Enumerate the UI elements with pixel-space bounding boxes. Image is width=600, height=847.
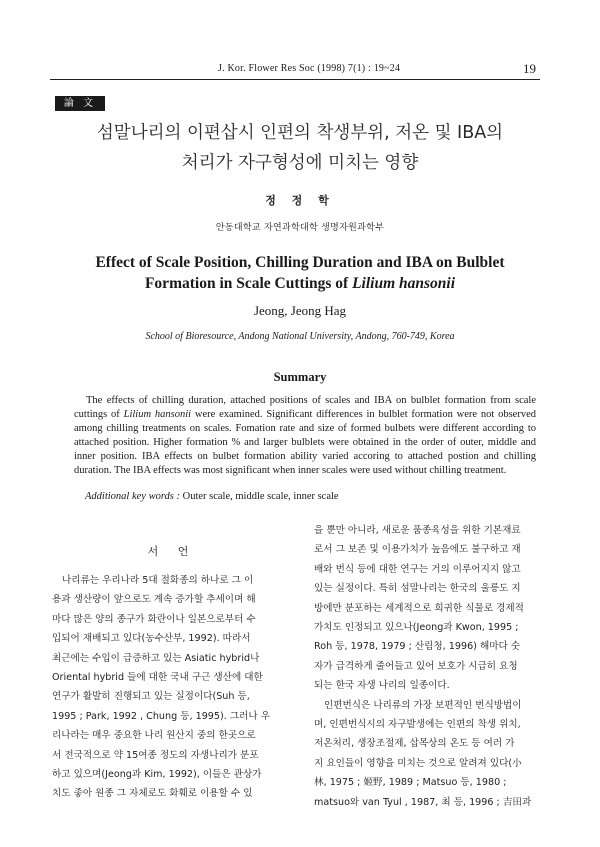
korean-title-line: 섬말나리의 이편삽시 인편의 착생부위, 저온 및 IBA의 [96, 123, 504, 143]
text-line: 로서 그 보존 및 이용가치가 높음에도 불구하고 재 [314, 544, 521, 556]
english-author: Jeong, Jeong Hag [253, 303, 347, 318]
text-line: 1995 ; Park, 1992 , Chung 등, 1995). 그러나 우 [52, 710, 270, 722]
key-words-label: Additional key words : [85, 491, 180, 502]
text-line: 있는 실정이다. 특히 섬말나리는 한국의 울릉도 지 [314, 583, 521, 595]
body-right-column [314, 521, 558, 812]
body-left-column [52, 513, 292, 804]
summary-text: The effects of chilling duration, attached positions of scales and IBA on bulblet formation from scale cuttings of [74, 395, 536, 420]
text-line: 용과 생산량이 앞으로도 계속 증가할 추세이며 해 [52, 594, 256, 606]
article-type-badge: 論 文 [55, 96, 105, 111]
text-line: 리나라는 매우 중요한 나리 원산지 중의 한곳으로 [52, 730, 256, 742]
korean-title-line: 처리가 자구형성에 미치는 영향 [181, 153, 419, 173]
text-line: 저온처리, 생장조절제, 삽목상의 온도 등 여러 가 [314, 738, 515, 750]
journal-citation: J. Kor. Flower Res Soc (1998) 7(1) : 19~24 [218, 63, 401, 74]
species-name: Lilium hansonii [352, 275, 456, 292]
english-title-line [20, 273, 580, 294]
species-name: Lilium hansonii [123, 409, 192, 420]
english-title-line: Effect of Scale Position, Chilling Duration and IBA on Bulblet [95, 254, 505, 271]
text-line: 며, 인편번식시의 자구발생에는 인편의 착생 위치, [314, 719, 521, 731]
summary-abstract [74, 394, 536, 478]
text-line: 지 요인들이 영향을 미치는 것으로 알려져 있다(小 [314, 757, 522, 769]
section-title: 서 언 [147, 545, 197, 558]
text-line: 방에만 분포하는 세계적으로 희귀한 식물로 경제적 [314, 602, 524, 614]
text-line: 인편번식은 나리류의 가장 보편적인 번식방법이 [324, 699, 522, 711]
english-title-text: Formation in Scale Cuttings of [144, 275, 353, 292]
text-line: Roh 등, 1978, 1979 ; 산림청, 1996) 해마다 숫 [314, 641, 521, 653]
text-line: Oriental hybrid 들에 대한 국내 구근 생산에 대한 [52, 672, 263, 684]
text-line: 연구가 활발히 진행되고 있는 실정이다(Suh 등, [52, 691, 250, 703]
page-number: 19 [523, 61, 536, 76]
korean-title [40, 118, 560, 178]
text-line: 나리류는 우리나라 5대 절화종의 하나로 그 이 [62, 575, 254, 586]
text-line: 을 뿐만 아니라, 새로운 품종육성을 위한 기본재료 [314, 525, 521, 536]
summary-text: were examined. Significant differences in bulblet formation were not observed among chilling treatments on scales. Fomation rate and size of formed bulbets were different according to attached position. Higher formation % and larger bulblets were obtained in the order of outer, middle and inner position. IBA effects on bulbet formation ability varied accoring to attached postion and chilling duration. The IBA effects was most significant when inner scales were used without chilling treatment. [74, 409, 536, 476]
left-column-text [52, 571, 292, 804]
text-line: 서 전국적으로 약 15여종 정도의 자생나리가 분포 [52, 749, 259, 761]
text-line: 마다 많은 양의 종구가 화란이나 일본으로부터 수 [52, 613, 256, 625]
text-line: 입되어 재배되고 있다(농수산부, 1992). 따라서 [52, 633, 251, 645]
korean-affiliation: 안동대학교 자연과학대학 생명자원과학부 [215, 223, 385, 233]
text-line: 자가 급격하게 줄어들고 있어 보호가 시급히 요청 [314, 660, 518, 672]
korean-author: 정 정 학 [265, 194, 335, 207]
key-words-list: Outer scale, middle scale, inner scale [179, 491, 339, 502]
header-rule [50, 79, 540, 80]
text-line: 치도 좋아 원종 그 자체로도 화훼로 이용할 수 있 [52, 788, 253, 800]
summary-paragraph [74, 394, 536, 478]
text-line: 배와 번식 등에 대한 연구는 거의 이루어지지 않고 [314, 563, 521, 575]
running-header [88, 62, 536, 78]
text-line: 하고 있으며(Jeong과 Kim, 1992), 이들은 관상가 [52, 769, 262, 781]
text-line: matsuo와 van Tyul , 1987, 최 등, 1996 ; 吉田과 [314, 796, 532, 808]
right-column-text [314, 521, 558, 812]
key-words [85, 491, 339, 502]
text-line: 되는 한국 자생 나리의 일종이다. [314, 680, 450, 692]
text-line: 林, 1975 ; 姬野, 1989 ; Matsuo 등, 1980 ; [314, 777, 507, 789]
summary-heading: Summary [273, 370, 327, 384]
text-line: 가치도 인정되고 있으나(Jeong과 Kwon, 1995 ; [314, 622, 519, 634]
english-title [20, 252, 580, 294]
text-line: 최근에는 수입이 급증하고 있는 Asiatic hybrid나 [52, 652, 260, 664]
english-affiliation: School of Bioresource, Andong National University, Andong, 760-749, Korea [145, 331, 455, 342]
